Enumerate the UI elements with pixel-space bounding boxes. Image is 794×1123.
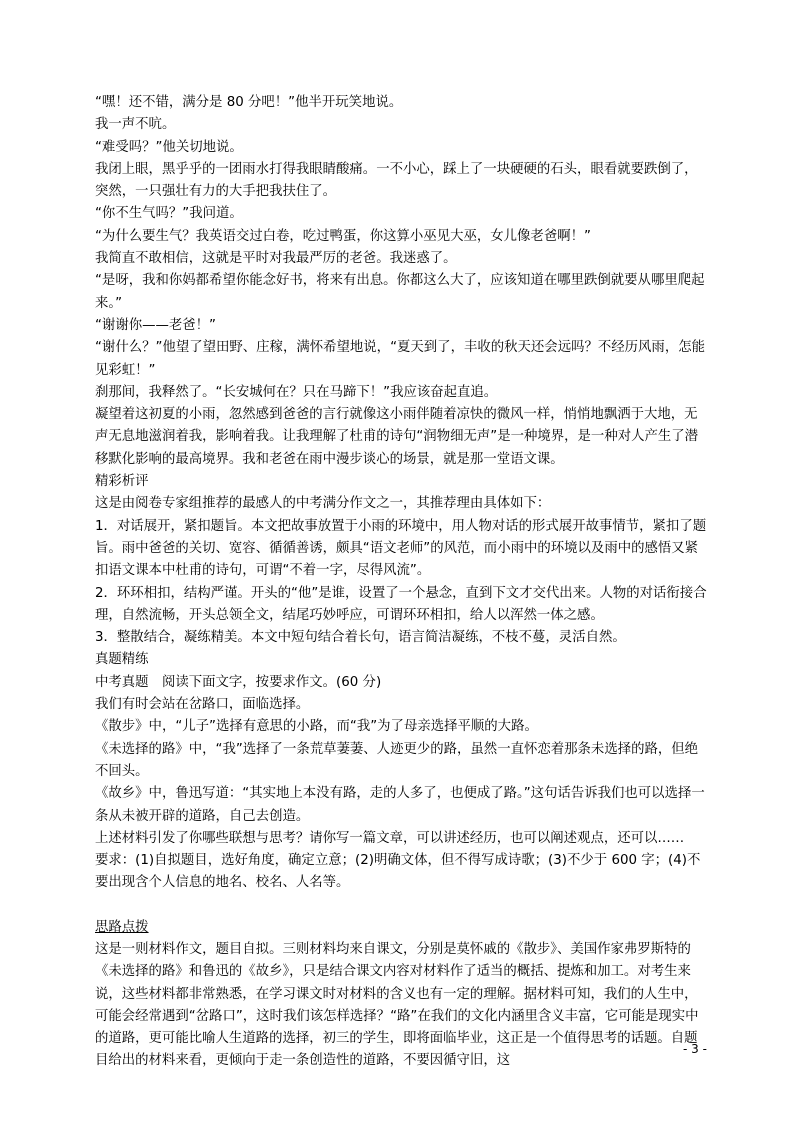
paragraph: “为什么要生气？我英语交过白卷，吃过鸭蛋，你这算小巫见大巫，女儿像老爸啊！” <box>95 228 591 244</box>
paragraph: 我闭上眼，黑乎乎的一团雨水打得我眼睛酸痛。一不小心，踩上了一块硬硬的石头，眼看就要跌倒了，突然，一只强壮有力的大手把我扶住了。 <box>95 161 698 200</box>
paragraph: “是呀，我和你妈都希望你能念好书，将来有出息。你都这么大了，应该知道在哪里跌倒就要从哪里爬起来。” <box>95 273 705 311</box>
paragraph: 《故乡》中，鲁迅写道：“其实地上本没有路，走的人多了，也便成了路。”这句话告诉我们也可以选择一条从未被开辟的道路，自己去创造。 <box>95 786 705 824</box>
paragraph: 2．环环相扣，结构严谨。开头的“他”是谁，设置了一个悬念，直到下文才交代出来。人物的对话衔接合理，自然流畅，开头总领全文，结尾巧妙呼应，可谓环环相扣，给人以浑然一体之感。 <box>95 585 707 623</box>
paragraph: 要求：(1)自拟题目，选好角度，确定立意；(2)明确文体，但不得写成诗歌；(3)不少于 600 字；(4)不要出现含个人信息的地名、校名、人名等。 <box>95 853 701 891</box>
paragraph: 凝望着这初夏的小雨，忽然感到爸爸的言行就像这小雨伴随着凉快的微风一样，悄悄地飘洒于大地，无声无息地滋润着我，影响着我。让我理解了杜甫的诗句“润物细无声”是一种境界，是一种对人产生了潜移默化影响的最高境界。我和老爸在雨中漫步谈心的场景，就是那一堂语文课。 <box>95 407 699 467</box>
paragraph: 我简直不敢相信，这就是平时对我最严厉的老爸。我迷惑了。 <box>95 251 457 267</box>
paragraph: 《未选择的路》中，“我”选择了一条荒草萋萋、人迹更少的路，虽然一直怀恋着那条未选择的路，但绝不回头。 <box>95 741 699 779</box>
paragraph: 我一声不吭。 <box>95 117 176 133</box>
paragraph-gap <box>95 895 707 917</box>
section-heading: 精彩析评 <box>95 474 149 490</box>
paragraph: 3．整散结合，凝练精美。本文中短句结合着长句，语言简洁凝练，不枝不蔓，灵活自然。 <box>95 630 626 646</box>
paragraph: “嘿！还不错，满分是 80 分吧！”他半开玩笑地说。 <box>95 95 403 110</box>
paragraph: 这是由阅卷专家组推荐的最感人的中考满分作文之一，其推荐理由具体如下： <box>95 496 551 512</box>
paragraph: 这是一则材料作文，题目自拟。三则材料均来自课文，分别是莫怀戚的《散步》、美国作家弗罗斯特的《未选择的路》和鲁迅的《故乡》，只是结合课文内容对材料作了适当的概括、提炼和加工。对考生来说，这些材料都非常熟悉，在学习课文时对材料的含义也有一定的理解。据材料可知，我们的人生中，可能会经常遇到“岔路口”，这时我们该怎样选择？“路”在我们的文化内涵里含义丰富，它可能是现实中的道路，更可能比喻人生道路的选择，初三的学生，即将面临毕业，这正是一个值得思考的话题。自题目给出的材料来看，更倾向于走一条创造性的道路，不要因循守旧，这 <box>95 941 699 1069</box>
paragraph: 我们有时会站在岔路口，面临选择。 <box>95 697 310 713</box>
paragraph: “谢谢你——老爸！” <box>95 317 216 333</box>
section-heading: 真题精练 <box>95 652 149 668</box>
section-heading: 思路点拨 <box>95 919 149 935</box>
paragraph: “你不生气吗？”我问道。 <box>95 206 243 222</box>
paragraph: 1．对话展开，紧扣题旨。本文把故事放置于小雨的环境中，用人物对话的形式展开故事情节，紧扣了题旨。雨中爸爸的关切、宽容、循循善诱，颇具“语文老师”的风范，而小雨中的环境以及雨中的感悟又紧扣语文课本中杜甫的诗句，可谓“不着一字，尽得风流”。 <box>95 518 707 579</box>
page-number: - 3 - <box>683 1042 707 1056</box>
paragraph: 《散步》中，“儿子”选择有意思的小路，而“我”为了母亲选择平顺的大路。 <box>95 719 538 735</box>
paragraph: “难受吗？”他关切地说。 <box>95 139 243 155</box>
paragraph: 上述材料引发了你哪些联想与思考？请你写一篇文章，可以讲述经历，也可以阐述观点，还可以…… <box>95 830 685 846</box>
paragraph: 中考真题 阅读下面文字，按要求作文。(60 分) <box>95 674 382 690</box>
document-body <box>95 92 707 1073</box>
paragraph: “谢什么？”他望了望田野、庄稼，满怀希望地说，“夏天到了，丰收的秋天还会远吗？不经历风雨，怎能见彩虹！” <box>95 340 705 378</box>
paragraph: 刹那间，我释然了。“长安城何在？只在马蹄下！”我应该奋起直追。 <box>95 384 498 400</box>
